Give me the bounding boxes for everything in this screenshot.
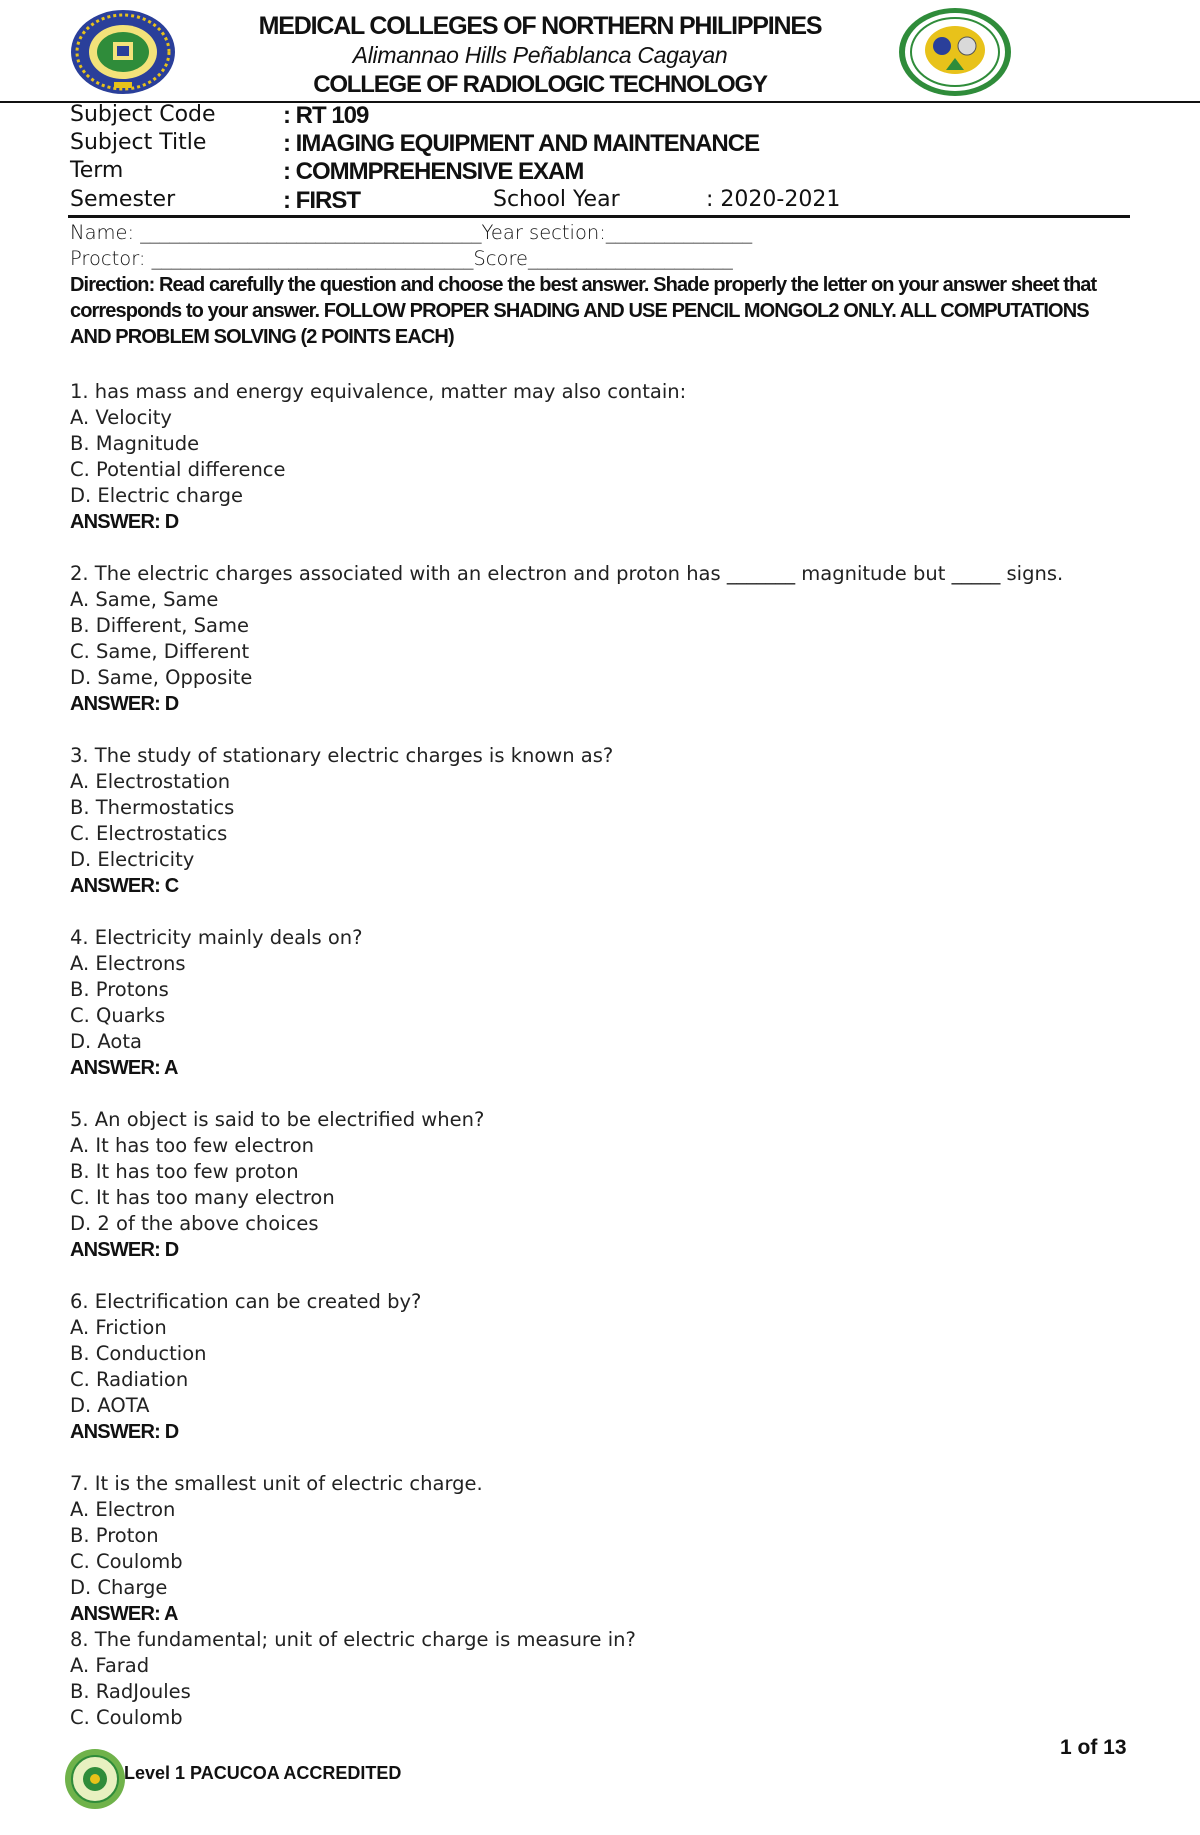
exam-directions: Direction: Read carefully the question and choose the best answer. Shade properly the letter on your answer sheet that corresponds to your answer. FOLLOW PROPER SHADING AND USE PENCIL MONGOL2 ONLY. ALL COMPUTATIONS AND PROBLEM SOLVING (2 POINTS EACH) — [70, 274, 1097, 348]
choice-c: C. It has too many electron — [70, 1186, 335, 1209]
info-divider — [68, 215, 1130, 218]
question-text: 6. Electrification can be created by? — [70, 1290, 422, 1313]
question-text: 2. The electric charges associated with an electron and proton has _______ magnitude but _____ signs. — [70, 562, 1064, 585]
answer-key: ANSWER: A — [70, 1057, 178, 1079]
question-7 — [70, 1471, 483, 1627]
choice-c: C. Radiation — [70, 1368, 189, 1391]
school-year-label: School Year — [493, 187, 620, 212]
choice-d: D. AOTA — [70, 1394, 150, 1417]
choice-d: D. Electricity — [70, 848, 195, 871]
question-text: 3. The study of stationary electric charges is known as? — [70, 744, 614, 767]
answer-key: ANSWER: D — [70, 1421, 179, 1443]
question-4 — [70, 925, 362, 1081]
question-text: 1. has mass and energy equivalence, matter may also contain: — [70, 380, 687, 403]
choice-c: C. Coulomb — [70, 1706, 183, 1729]
choice-b: B. RadJoules — [70, 1680, 191, 1703]
term-label: Term — [70, 158, 124, 183]
semester-value: : FIRST — [283, 187, 360, 214]
choice-a: A. Electrons — [70, 952, 186, 975]
choice-c: C. Quarks — [70, 1004, 166, 1027]
choice-c: C. Electrostatics — [70, 822, 228, 845]
choice-a: A. It has too few electron — [70, 1134, 315, 1157]
answer-key: ANSWER: C — [70, 875, 179, 897]
choice-b: B. It has too few proton — [70, 1160, 299, 1183]
accreditation-label: Level 1 PACUCOA ACCREDITED — [124, 1763, 402, 1783]
institution-address: Alimannao Hills Peñablanca Cagayan — [352, 42, 728, 68]
question-1 — [70, 379, 686, 535]
term-value: : COMMPREHENSIVE EXAM — [283, 158, 584, 185]
page-number: 1 of 13 — [1060, 1736, 1127, 1759]
question-8 — [70, 1627, 636, 1731]
choice-d: D. Aota — [70, 1030, 142, 1053]
question-6 — [70, 1289, 421, 1445]
choice-d: D. Electric charge — [70, 484, 243, 507]
answer-key: ANSWER: A — [70, 1603, 178, 1625]
question-3 — [70, 743, 613, 899]
choice-a: A. Velocity — [70, 406, 172, 429]
question-2 — [70, 561, 1063, 717]
choice-a: A. Same, Same — [70, 588, 219, 611]
question-5 — [70, 1107, 484, 1263]
choice-d: D. 2 of the above choices — [70, 1212, 319, 1235]
answer-key: ANSWER: D — [70, 511, 179, 533]
choice-a: A. Electrostation — [70, 770, 231, 793]
answer-key: ANSWER: D — [70, 693, 179, 715]
choice-c: C. Potential difference — [70, 458, 286, 481]
proctor-field-line[interactable]: Proctor: _________________________________Score_____________________ — [70, 247, 733, 270]
choice-a: A. Farad — [70, 1654, 150, 1677]
choice-d: D. Charge — [70, 1576, 168, 1599]
choice-a: A. Electron — [70, 1498, 176, 1521]
subject-code-label: Subject Code — [70, 102, 216, 127]
pacucoa-seal-logo — [64, 1748, 126, 1810]
question-text: 8. The fundamental; unit of electric charge is measure in? — [70, 1628, 636, 1651]
choice-c: C. Same, Different — [70, 640, 250, 663]
choice-b: B. Proton — [70, 1524, 159, 1547]
subject-title-value: : IMAGING EQUIPMENT AND MAINTENANCE — [283, 130, 760, 157]
choice-b: B. Protons — [70, 978, 169, 1001]
college-name: COLLEGE OF RADIOLOGIC TECHNOLOGY — [313, 71, 767, 98]
question-text: 7. It is the smallest unit of electric charge. — [70, 1472, 483, 1495]
answer-key: ANSWER: D — [70, 1239, 179, 1261]
institution-name: MEDICAL COLLEGES OF NORTHERN PHILIPPINES — [258, 12, 822, 40]
subject-code-value: : RT 109 — [283, 102, 369, 129]
question-text: 5. An object is said to be electrified when? — [70, 1108, 485, 1131]
school-year-value: : 2020-2021 — [706, 187, 841, 212]
institution-seal-logo — [68, 8, 178, 96]
question-text: 4. Electricity mainly deals on? — [70, 926, 363, 949]
choice-b: B. Conduction — [70, 1342, 207, 1365]
college-seal-logo — [896, 6, 1014, 98]
choice-b: B. Magnitude — [70, 432, 200, 455]
choice-a: A. Friction — [70, 1316, 167, 1339]
subject-title-label: Subject Title — [70, 130, 207, 155]
choice-c: C. Coulomb — [70, 1550, 183, 1573]
choice-d: D. Same, Opposite — [70, 666, 253, 689]
choice-b: B. Different, Same — [70, 614, 249, 637]
semester-label: Semester — [70, 187, 176, 212]
name-field-line[interactable]: Name: ___________________________________Year section:_______________ — [70, 221, 753, 244]
choice-b: B. Thermostatics — [70, 796, 235, 819]
